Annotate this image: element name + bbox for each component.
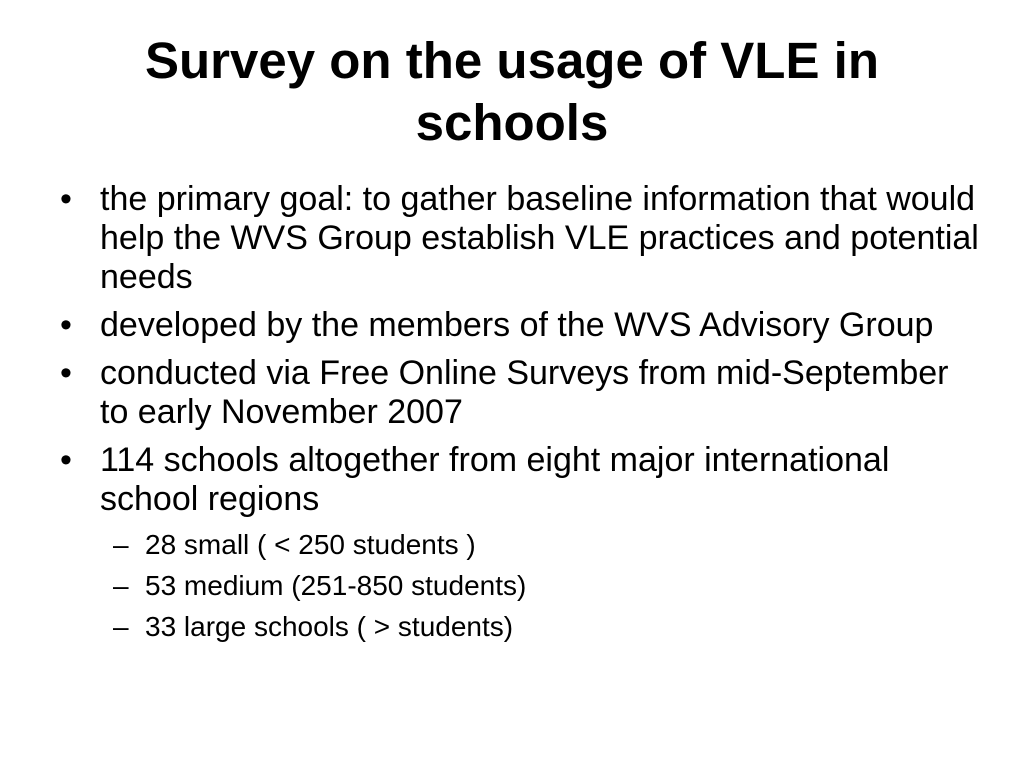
bullet-text: the primary goal: to gather baseline information that would help the WVS Group establish VLE practices and potential needs <box>100 180 979 296</box>
sub-bullet-text: 28 small ( < 250 students ) <box>145 529 476 560</box>
bullet-list <box>0 180 1024 651</box>
sub-bullet-item <box>0 610 1024 644</box>
bullet-item <box>0 354 1024 432</box>
slide-title: Survey on the usage of VLE in schools <box>145 32 879 151</box>
bullet-item <box>0 441 1024 519</box>
bullet-marker: • <box>60 354 72 392</box>
bullet-item <box>0 180 1024 297</box>
bullet-marker: • <box>60 306 72 344</box>
sub-bullet-list <box>0 528 1024 644</box>
sub-bullet-marker: – <box>113 529 129 560</box>
bullet-text: developed by the members of the WVS Advisory Group <box>100 306 934 344</box>
bullet-marker: • <box>60 180 72 218</box>
bullet-text: conducted via Free Online Surveys from mid-September to early November 2007 <box>100 354 949 431</box>
sub-bullet-text: 53 medium (251-850 students) <box>145 570 527 601</box>
sub-bullet-marker: – <box>113 611 129 642</box>
sub-bullet-text: 33 large schools ( > students) <box>145 611 514 642</box>
bullet-text: 114 schools altogether from eight major international school regions <box>100 441 890 518</box>
bullet-marker: • <box>60 441 72 479</box>
bullet-item <box>0 306 1024 345</box>
sub-bullet-marker: – <box>113 570 129 601</box>
sub-bullet-item <box>0 528 1024 562</box>
sub-bullet-item <box>0 569 1024 603</box>
